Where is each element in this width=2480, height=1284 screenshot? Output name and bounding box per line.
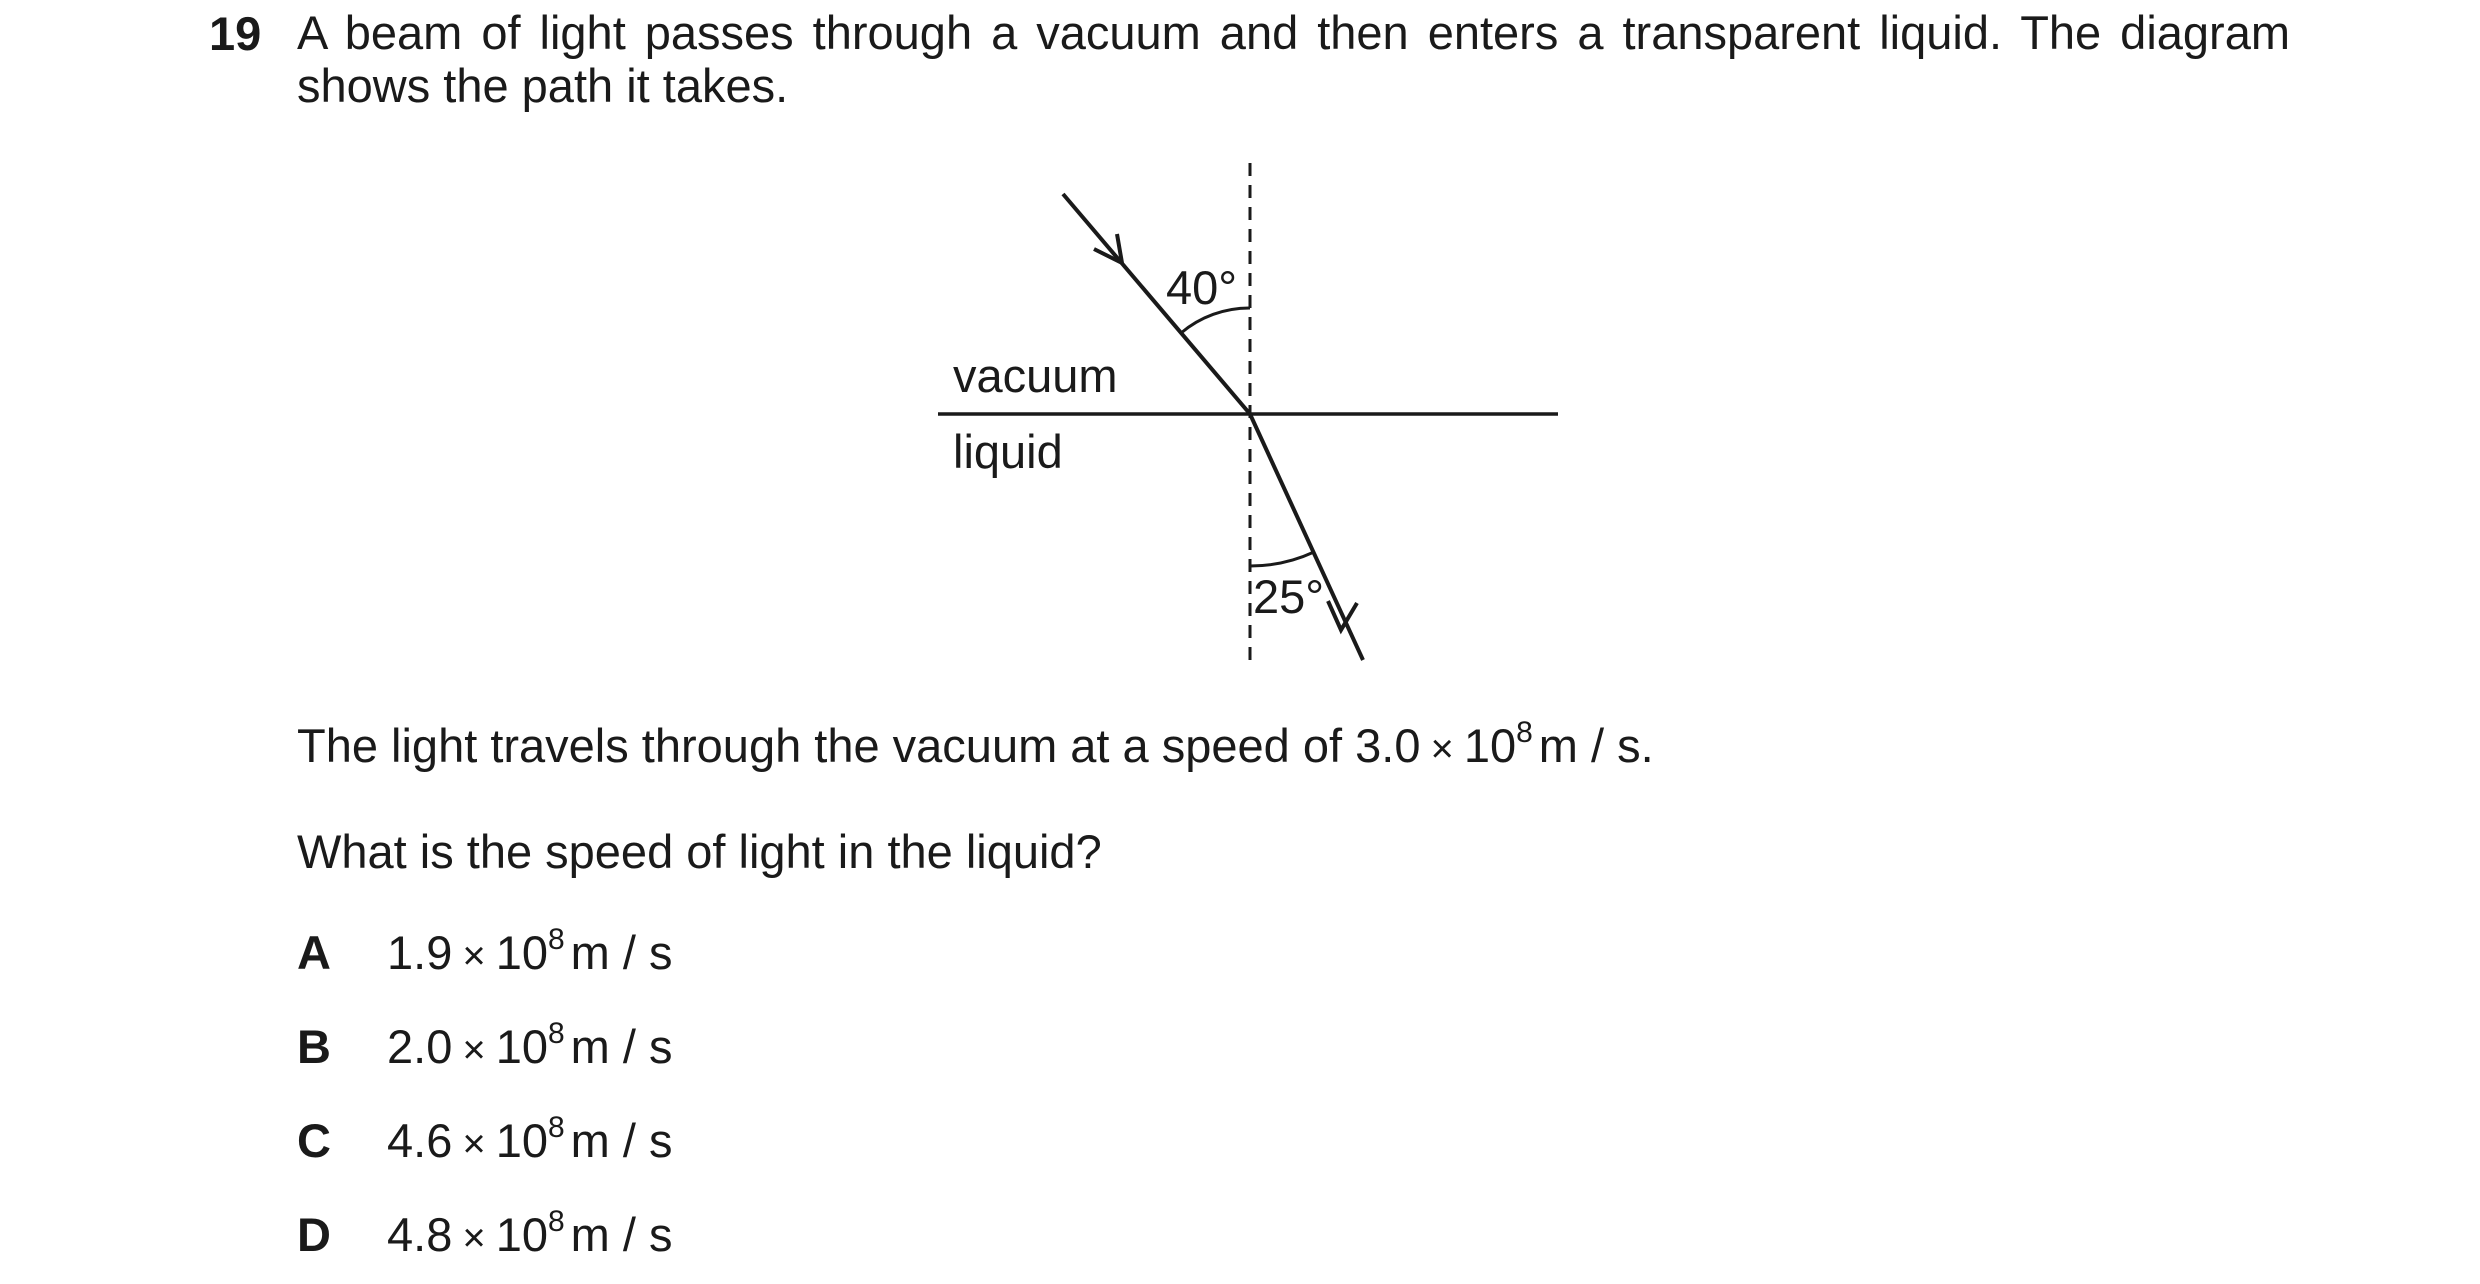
option-letter: A [297,926,331,979]
option-letter: D [297,1208,331,1261]
option-d[interactable]: D $4.8 \times 10^8$ m / s [297,1205,673,1261]
liquid-label: liquid [953,425,1063,478]
refracted-angle-arc [1250,552,1314,566]
question-stem: A beam of light passes through a vacuum and then enters a transparent liquid. The diagram shows the path it takes. [297,6,2290,112]
question-prompt: What is the speed of light in the liquid? [297,825,1102,878]
option-a[interactable]: A $1.9 \times 10^8$ m / s [297,923,673,979]
option-c[interactable]: C $4.6 \times 10^8$ m / s [297,1111,673,1167]
refracted-angle-label: 25° [1253,570,1325,623]
option-letter: C [297,1114,331,1167]
question-number: 19 [209,7,262,60]
option-b[interactable]: B $2.0 \times 10^8$ m / s [297,1017,673,1073]
vacuum-label: vacuum [953,349,1118,402]
incident-angle-label: 40° [1166,261,1238,314]
speed-in-vacuum-statement: The light travels through the vacuum at a speed of $3.0 \times 10^8$ m / s. [297,716,1654,772]
option-letter: B [297,1020,331,1073]
